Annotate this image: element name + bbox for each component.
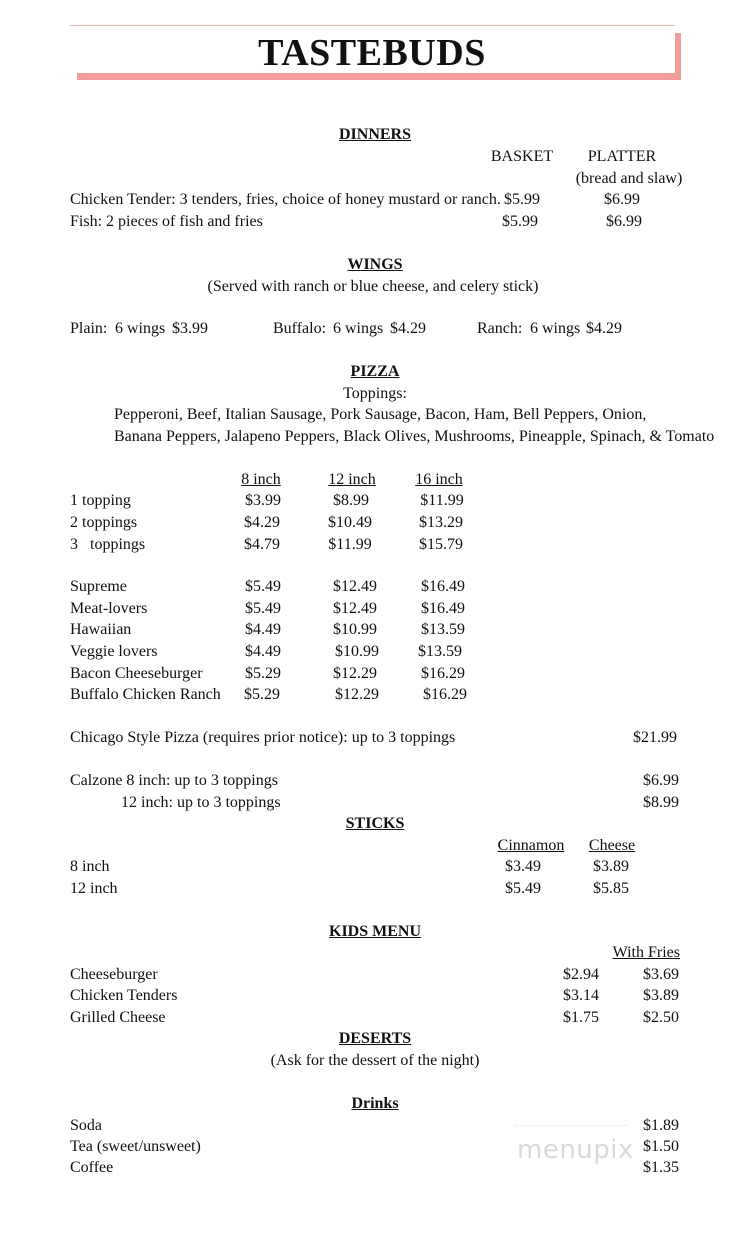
pizza-price-8: $4.79: [244, 536, 280, 553]
pizza-price-12: $10.49: [328, 514, 372, 531]
pizza-row-name: 1 topping: [70, 492, 131, 509]
kids-with-fries-price: $3.89: [643, 987, 679, 1004]
menupix-watermark: menupix: [517, 1135, 634, 1165]
sticks-cheese-price: $3.89: [593, 858, 629, 875]
pizza-price-16: $16.29: [423, 686, 467, 703]
drinks-row-name: Tea (sweet/unsweet): [70, 1138, 201, 1155]
pizza-size-16: 16 inch: [415, 471, 463, 488]
wings-buffalo-price: $4.29: [390, 320, 426, 337]
drinks-heading: Drinks: [351, 1095, 399, 1112]
dinners-col-platter-note: (bread and slaw): [575, 170, 683, 187]
pizza-price-16: $13.29: [419, 514, 463, 531]
sticks-cheese-price: $5.85: [593, 880, 629, 897]
wings-note: (Served with ranch or blue cheese, and celery stick): [207, 278, 539, 295]
pizza-price-8: $5.29: [245, 665, 281, 682]
sticks-col-cheese: Cheese: [588, 837, 636, 854]
sticks-row-name: 8 inch: [70, 858, 110, 875]
pizza-price-12: $12.29: [333, 665, 377, 682]
pizza-price-12: $11.99: [328, 536, 372, 553]
chicago-pizza-price: $21.99: [633, 729, 677, 746]
sticks-cinnamon-price: $3.49: [505, 858, 541, 875]
pizza-row-name: 3 toppings: [70, 536, 146, 553]
pizza-price-8: $4.49: [245, 621, 281, 638]
wings-plain-qty: 6 wings: [115, 320, 166, 337]
pizza-toppings-label: Toppings:: [343, 385, 407, 402]
pizza-specialty-name: Veggie lovers: [70, 643, 158, 660]
restaurant-title: TASTEBUDS: [258, 32, 486, 74]
pizza-price-12: $10.99: [333, 621, 377, 638]
pizza-price-12: $8.99: [333, 492, 369, 509]
dinners-item-platter-price: $6.99: [606, 213, 642, 230]
sticks-row-name: 12 inch: [70, 880, 118, 897]
pizza-price-12: $10.99: [335, 643, 379, 660]
pizza-price-8: $5.29: [244, 686, 280, 703]
chicago-pizza-label: Chicago Style Pizza (requires prior notice): up to 3 toppings: [70, 729, 456, 746]
pizza-price-16: $16.49: [421, 600, 465, 617]
deserts-note: (Ask for the dessert of the night): [270, 1052, 480, 1069]
kids-menu-heading: KIDS MENU: [328, 923, 422, 940]
drinks-row-name: Coffee: [70, 1159, 114, 1176]
pizza-price-8: $4.49: [245, 643, 281, 660]
wings-plain-price: $3.99: [172, 320, 208, 337]
wings-heading: WINGS: [347, 256, 403, 273]
kids-with-fries-price: $3.69: [643, 966, 679, 983]
drinks-price: $1.89: [643, 1117, 679, 1134]
pizza-price-12: $12.49: [333, 600, 377, 617]
drinks-row-name: Soda: [70, 1117, 102, 1134]
dinners-item-basket-price: $5.99: [504, 191, 540, 208]
pizza-size-12: 12 inch: [328, 471, 376, 488]
dinners-heading: DINNERS: [338, 126, 412, 143]
pizza-size-8: 8 inch: [241, 471, 281, 488]
pizza-toppings-list: Pepperoni, Beef, Italian Sausage, Pork Sausage, Bacon, Ham, Bell Peppers, Onion,: [114, 406, 647, 423]
pizza-heading: PIZZA: [350, 363, 400, 380]
wings-ranch-price: $4.29: [586, 320, 622, 337]
dinners-item-name: Fish: 2 pieces of fish and fries: [70, 213, 263, 230]
pizza-price-16: $13.59: [421, 621, 465, 638]
dinners-item-platter-price: $6.99: [604, 191, 640, 208]
calzone-12-price: $8.99: [643, 794, 679, 811]
pizza-specialty-name: Bacon Cheeseburger: [70, 665, 203, 682]
dinners-item-name: Chicken Tender: 3 tenders, fries, choice of honey mustard or ranch.: [70, 191, 501, 208]
calzone-8-price: $6.99: [643, 772, 679, 789]
kids-row-name: Cheeseburger: [70, 966, 158, 983]
kids-col-with-fries: With Fries: [612, 944, 680, 961]
wings-buffalo-qty: 6 wings: [333, 320, 384, 337]
pizza-price-12: $12.29: [335, 686, 379, 703]
pizza-price-8: $4.29: [244, 514, 280, 531]
dinners-col-platter: PLATTER: [587, 148, 657, 165]
deserts-heading: DESERTS: [338, 1030, 412, 1047]
kids-price: $1.75: [563, 1009, 599, 1026]
wings-ranch-label: Ranch:: [477, 320, 523, 337]
pizza-price-8: $5.49: [245, 578, 281, 595]
pizza-price-12: $12.49: [333, 578, 377, 595]
wings-plain-label: Plain:: [70, 320, 108, 337]
pizza-specialty-name: Supreme: [70, 578, 127, 595]
pizza-price-8: $3.99: [245, 492, 281, 509]
kids-row-name: Grilled Cheese: [70, 1009, 166, 1026]
kids-price: $3.14: [563, 987, 599, 1004]
dinners-item-basket-price: $5.99: [502, 213, 538, 230]
sticks-col-cinnamon: Cinnamon: [497, 837, 565, 854]
kids-price: $2.94: [563, 966, 599, 983]
watermark-rule: [515, 1125, 627, 1126]
wings-ranch-qty: 6 wings: [530, 320, 581, 337]
pizza-price-16: $11.99: [420, 492, 464, 509]
sticks-cinnamon-price: $5.49: [505, 880, 541, 897]
calzone-8-label: Calzone 8 inch: up to 3 toppings: [70, 772, 278, 789]
wings-buffalo-label: Buffalo:: [273, 320, 327, 337]
sticks-heading: STICKS: [345, 815, 405, 832]
pizza-row-name: 2 toppings: [70, 514, 138, 531]
kids-with-fries-price: $2.50: [643, 1009, 679, 1026]
drinks-price: $1.50: [643, 1138, 679, 1155]
pizza-price-16: $15.79: [419, 536, 463, 553]
drinks-price: $1.35: [643, 1159, 679, 1176]
pizza-price-16: $13.59: [418, 643, 462, 660]
pizza-price-16: $16.49: [421, 578, 465, 595]
pizza-specialty-name: Hawaiian: [70, 621, 132, 638]
pizza-price-8: $5.49: [245, 600, 281, 617]
dinners-col-basket: BASKET: [490, 148, 554, 165]
pizza-specialty-name: Buffalo Chicken Ranch: [70, 686, 221, 703]
pizza-price-16: $16.29: [421, 665, 465, 682]
kids-row-name: Chicken Tenders: [70, 987, 178, 1004]
calzone-12-label: 12 inch: up to 3 toppings: [121, 794, 281, 811]
pizza-toppings-list: Banana Peppers, Jalapeno Peppers, Black Olives, Mushrooms, Pineapple, Spinach, & Tomato: [114, 428, 715, 445]
pizza-specialty-name: Meat-lovers: [70, 600, 148, 617]
